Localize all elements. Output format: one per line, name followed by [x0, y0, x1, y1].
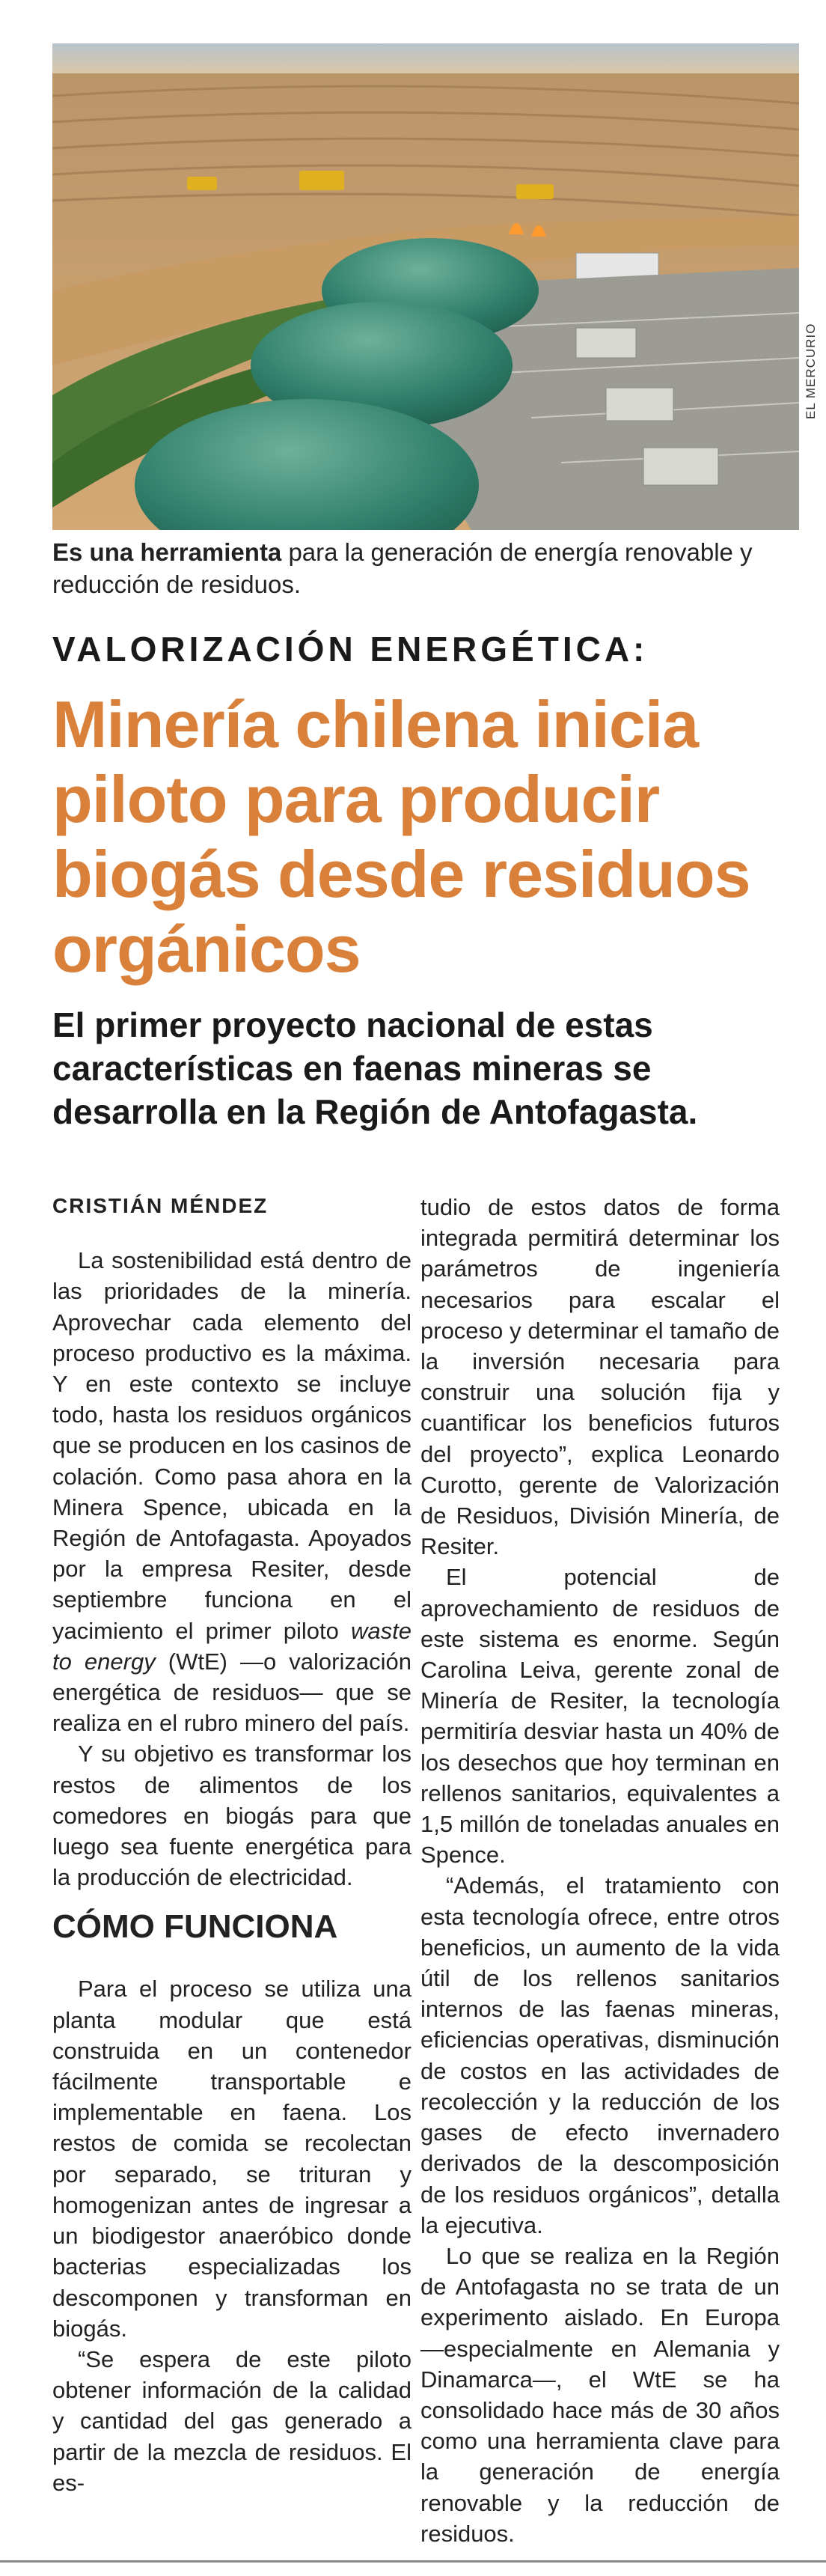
section-title: CÓMO FUNCIONA	[52, 1908, 338, 1946]
paragraph-italic: waste to energy	[52, 1617, 412, 1675]
paragraph: “Además, el tratamiento con esta tecnología ofrece, entre otros beneficios, un aumento de la vida útil de los rellenos sanitarios internos de las faenas mineras, eficiencias operativas, disminución de costos en las actividades de recolección y la reducción de los gases de efecto invernadero derivados de la descomposición de los residuos orgánicos”, detalla la ejecutiva.	[420, 1872, 780, 2238]
mine-biogas-illustration	[52, 43, 799, 530]
right-column	[420, 1192, 780, 2549]
caption-rest: para la generación de energía renovable y reducción de residuos.	[52, 538, 753, 598]
paragraph: “Se espera de este piloto obtener información de la calidad y cantidad del gas generado a partir de la mezcla de residuos. El es-	[52, 2345, 412, 2496]
byline: CRISTIÁN MÉNDEZ	[52, 1194, 269, 1217]
paragraph: Lo que se realiza en la Región de Antofagasta no se trata de un experimento aislado. En Europa —especialmente en Alemania y Dinamarca—, el WtE se ha consolidado hace más de 30 años como una herramienta clave para la generación de energía renovable y la reducción de residuos.	[420, 2242, 780, 2547]
article-photo	[52, 43, 799, 530]
kicker: VALORIZACIÓN ENERGÉTICA:	[52, 630, 649, 669]
bottom-divider	[0, 2560, 826, 2563]
photo-credit: EL MERCURIO	[804, 323, 818, 419]
subheadline: El primer proyecto nacional de estas características en faenas mineras se desarrolla en la Región de Antofagasta.	[52, 1005, 698, 1131]
headline: Minería chilena inicia piloto para producir biogás desde residuos orgánicos	[52, 687, 750, 986]
paragraph-text: (WtE) —o valorización energética de residuos— que se realiza en el rubro minero del país.	[52, 1648, 412, 1737]
paragraph	[52, 1245, 412, 1738]
paragraph: tudio de estos datos de forma integrada permitirá determinar los parámetros de ingeniería necesarios para escalar el proceso y determinar el tamaño de la inversión necesaria para construir una solución fija y cuantificar los beneficios futuros del proyecto”, explica Leonardo Curotto, gerente de Valorización de Residuos, División Minería, de Resiter.	[420, 1194, 780, 1560]
paragraph: Y su objetivo es transformar los restos de alimentos de los comedores en biogás para que luego sea fuente energética para la producción de electricidad.	[52, 1741, 412, 1891]
photo-caption	[52, 536, 793, 600]
paragraph-text: La sostenibilidad está dentro de las prioridades de la minería. Aprovechar cada elemento del proceso productivo es la máxima. Y en este contexto se incluye todo, hasta los residuos orgánicos que se producen en los casinos de colación. Como pasa ahora en la Minera Spence, ubicada en la Región de Antofagasta. Apoyados por la empresa Resiter, desde septiembre funciona en el yacimiento el primer piloto	[52, 1247, 412, 1644]
paragraph: El potencial de aprovechamiento de residuos de este sistema es enorme. Según Carolina Leiva, gerente zonal de Minería de Resiter, la tecnología permitiría desviar hasta un 40% de los desechos que hoy terminan en rellenos sanitarios, equivalentes a 1,5 millón de toneladas anuales en Spence.	[420, 1564, 780, 1869]
left-column	[52, 1190, 412, 2498]
caption-bold: Es una herramienta	[52, 538, 282, 566]
paragraph: Para el proceso se utiliza una planta modular que está construida en un contenedor fácilmente transportable e implementable en faena. Los restos de comida se recolectan por separado, se trituran y homogenizan antes de ingresar a un biodigestor anaeróbico donde bacterias especializadas los descomponen y transforman en biogás.	[52, 1976, 412, 2342]
